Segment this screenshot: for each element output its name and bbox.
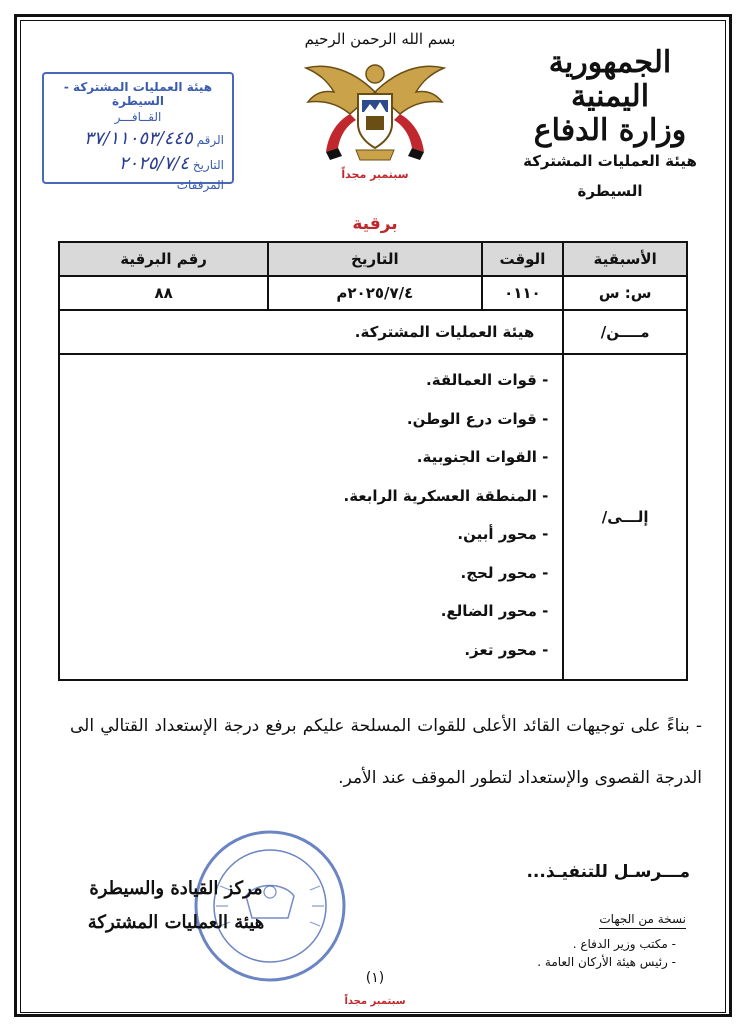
header-priority: الأسبقية (563, 242, 687, 276)
eagle-emblem-icon (300, 52, 450, 168)
basmala: بسم الله الرحمن الرحيم (304, 30, 456, 48)
ministry-name: وزارة الدفاع (533, 113, 687, 148)
recipients-list (60, 355, 562, 679)
list-item: - القوات الجنوبية. (416, 448, 549, 466)
header-date: التاريخ (268, 242, 481, 276)
stamp-number-label: الرقم (196, 133, 224, 147)
list-item: - المنطقة العسكرية الرابعة. (343, 486, 549, 505)
from-row (59, 310, 687, 354)
list-item: - محور لحج. (460, 563, 549, 582)
stamp-date-label: التاريخ (192, 158, 224, 172)
header-telegram-number: رقم البرقية (59, 242, 268, 276)
list-item: - رئيس هيئة الأركان العامة . (537, 955, 676, 969)
telegram-table (58, 241, 688, 681)
header-motto: سبتمبر مجداً (341, 168, 409, 181)
header-time: الوقت (482, 242, 564, 276)
copies-heading: نسخة من الجهات (599, 912, 686, 929)
from-value: هيئة العمليات المشتركة. (59, 310, 563, 354)
value-priority: س: س (563, 276, 687, 310)
table-header-row (59, 242, 687, 276)
stamp-date-value: ٢٠٢٥/٧/٤ (118, 153, 190, 174)
table-values-row (59, 276, 687, 310)
letterhead (510, 46, 710, 200)
stamp-date-row (52, 153, 224, 174)
copies-block (526, 912, 686, 971)
value-telegram-number: ٨٨ (59, 276, 268, 310)
stamp-attachments-label: المرفقات (176, 178, 224, 192)
list-item: - قوات درع الوطن. (406, 409, 549, 428)
registry-stamp (42, 72, 234, 192)
to-cell (59, 354, 563, 680)
unit-name: السيطرة (577, 182, 643, 200)
list-item: - مكتب وزير الدفاع . (572, 937, 676, 951)
signature-line-1: مركز القيادة والسيطرة (89, 878, 263, 899)
to-row (59, 354, 687, 680)
stamp-authority: هيئة العمليات المشتركة - السيطرة (63, 80, 213, 108)
copies-list (526, 935, 686, 971)
message-body: - بناءً على توجيهات القائد الأعلى للقوات المسلحة عليكم برفع درجة الإستعداد القتالي الى الدرجة القصوى والإستعداد لتطور الموقف عند الأمر. (70, 716, 702, 788)
document-title: برقية (352, 214, 398, 234)
value-date: ٢٠٢٥/٧/٤م (268, 276, 481, 310)
from-label: مــــن/ (563, 310, 687, 354)
page-number: (١) (365, 970, 385, 986)
list-item: - محور تعز. (464, 640, 549, 659)
footer-motto: سبتمبر مجداً (344, 996, 406, 1007)
republic-name: الجمهورية اليمنية (548, 45, 672, 114)
stamp-unit: القــافـــر (114, 110, 162, 124)
stamp-number-value: ٣٧/١١٠٥٣/٤٤٥ (84, 128, 193, 149)
authority-name: هيئة العمليات المشتركة (523, 152, 697, 170)
list-item: - محور أبين. (457, 525, 549, 543)
signature-block (76, 872, 276, 940)
list-item: - قوات العمالقة. (426, 371, 549, 389)
signature-line-2: هيئة العمليات المشتركة (87, 912, 265, 933)
list-item: - محور الضالع. (440, 602, 549, 620)
value-time: ٠١١٠ (482, 276, 564, 310)
to-label: إلـــى/ (563, 354, 687, 680)
stamp-number-row (52, 128, 224, 149)
sender-line: مـــرسـل للتنفيـذ... (526, 862, 690, 882)
